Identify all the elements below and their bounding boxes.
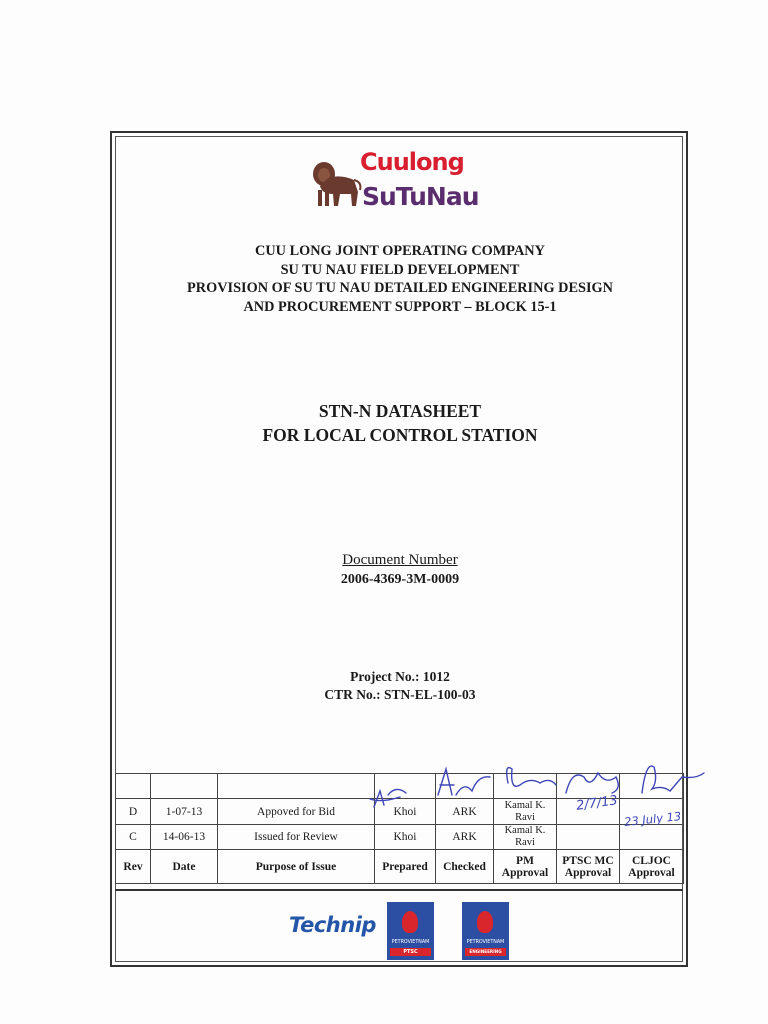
signature-checked bbox=[438, 769, 490, 795]
flame-icon bbox=[477, 911, 493, 933]
signature-pm bbox=[507, 768, 556, 787]
rev-cell: D bbox=[116, 799, 151, 825]
pv-engineering-logo bbox=[462, 902, 509, 960]
table-cell bbox=[218, 774, 375, 799]
signature-prepared bbox=[370, 789, 406, 807]
document-number: 2006-4369-3M-0009 bbox=[340, 572, 460, 587]
header-date: Date bbox=[151, 850, 218, 884]
ptsc-logo bbox=[387, 902, 434, 960]
header-cljoc-approval: CLJOC Approval bbox=[620, 850, 684, 884]
date-cell: 1-07-13 bbox=[151, 799, 218, 825]
ptsc-signature-date: 2/7/13 bbox=[575, 793, 619, 814]
header-line-field: SU TU NAU FIELD DEVELOPMENT bbox=[280, 261, 520, 278]
table-cell bbox=[116, 774, 151, 799]
signature-cljoc bbox=[642, 766, 704, 793]
header-checked: Checked bbox=[436, 850, 494, 884]
header-pm-approval: PM Approval bbox=[494, 850, 557, 884]
cljoc-signature-date: 23 July 13 bbox=[623, 809, 682, 829]
project-info bbox=[118, 668, 682, 704]
rev-cell: C bbox=[116, 825, 151, 850]
cuulong-sutunau-logo bbox=[310, 148, 500, 220]
header-line-block: AND PROCUREMENT SUPPORT – BLOCK 15-1 bbox=[243, 298, 557, 315]
technip-logo: Technip bbox=[289, 913, 376, 937]
header-line-company: CUU LONG JOINT OPERATING COMPANY bbox=[255, 243, 545, 259]
signature-ptsc bbox=[566, 773, 618, 793]
checked-cell: ARK bbox=[436, 825, 494, 850]
pm-approval-cell: Kamal K. Ravi bbox=[494, 799, 557, 825]
purpose-cell: Issued for Review bbox=[218, 825, 375, 850]
title-line-1: STN-N DATASHEET bbox=[318, 401, 482, 421]
flame-icon bbox=[402, 911, 418, 933]
checked-cell: ARK bbox=[436, 799, 494, 825]
ptsc-logo-name: PETROVIETNAM bbox=[391, 940, 430, 945]
logo-text-sutunau: SuTuNau bbox=[362, 182, 479, 211]
table-header-row bbox=[116, 850, 684, 884]
pv-engineering-logo-band: ENGINEERING bbox=[465, 948, 506, 956]
logo-text-cuulong: Cuulong bbox=[360, 148, 464, 176]
header-line-provision: PROVISION OF SU TU NAU DETAILED ENGINEERING DESIGN bbox=[187, 280, 613, 296]
header-ptsc-approval: PTSC MC Approval bbox=[557, 850, 620, 884]
company-header bbox=[118, 242, 682, 316]
lion-icon bbox=[310, 160, 362, 212]
ptsc-logo-band: PTSC bbox=[390, 948, 431, 956]
document-title bbox=[118, 399, 682, 447]
pv-engineering-logo-name: PETROVIETNAM bbox=[466, 940, 505, 945]
table-cell bbox=[151, 774, 218, 799]
header-purpose: Purpose of Issue bbox=[218, 850, 375, 884]
title-line-2: FOR LOCAL CONTROL STATION bbox=[262, 425, 538, 445]
document-number-label: Document Number bbox=[342, 552, 458, 568]
prepared-cell: Khoi bbox=[375, 825, 436, 850]
header-prepared: Prepared bbox=[375, 850, 436, 884]
purpose-cell: Appoved for Bid bbox=[218, 799, 375, 825]
date-cell: 14-06-13 bbox=[151, 825, 218, 850]
header-rev: Rev bbox=[116, 850, 151, 884]
prepared-cell: Khoi bbox=[375, 799, 436, 825]
ctr-number: CTR No.: STN-EL-100-03 bbox=[324, 687, 476, 702]
pm-approval-cell: Kamal K. Ravi bbox=[494, 825, 557, 850]
project-number: Project No.: 1012 bbox=[350, 669, 450, 684]
